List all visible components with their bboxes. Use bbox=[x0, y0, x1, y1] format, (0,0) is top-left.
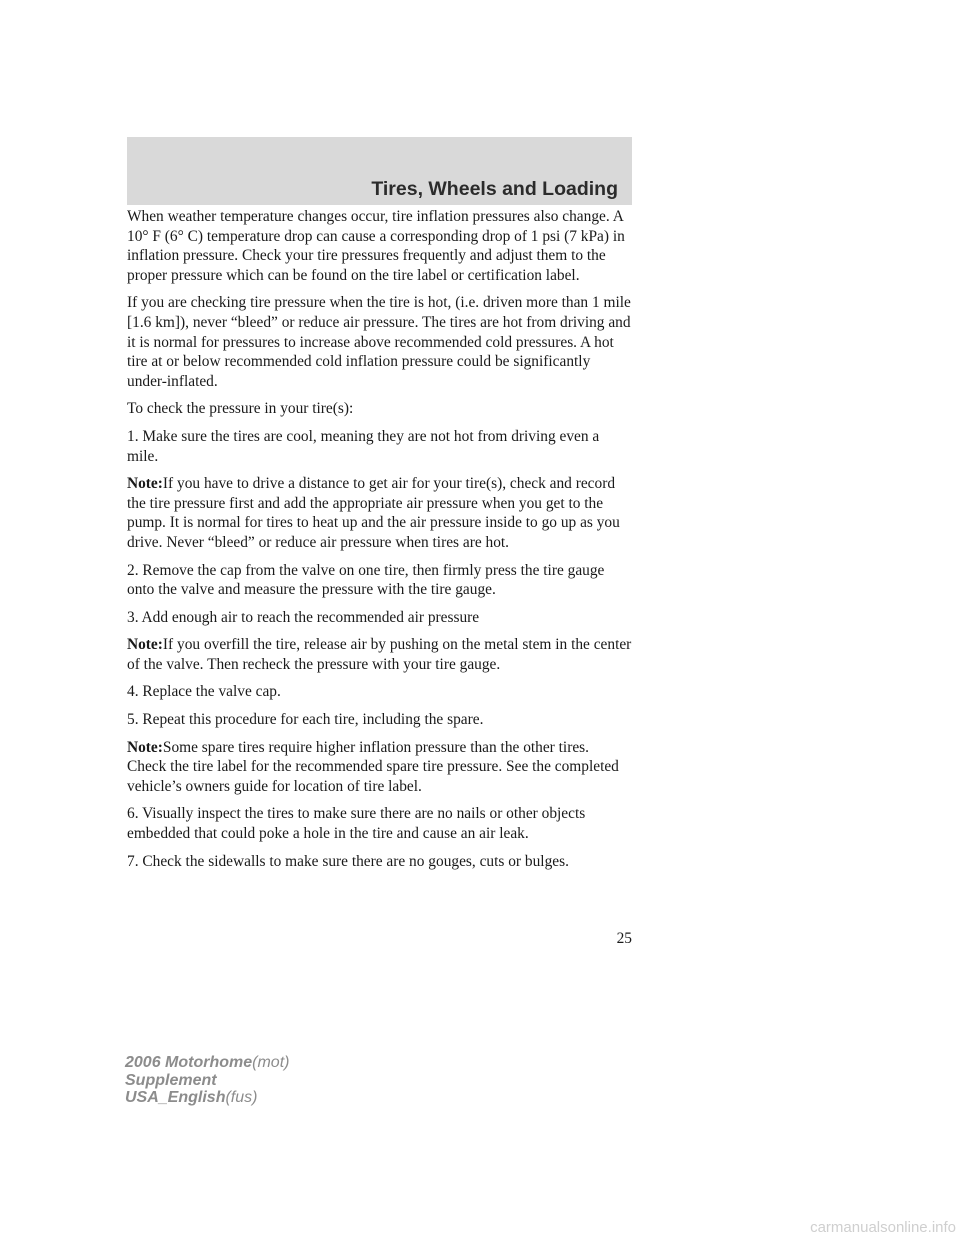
note-text: If you have to drive a distance to get air for your tire(s), check and record the tire pressure first and add the appropriate air pressure when you get to the pump. It is normal for tires to heat up and the air pressure inside to go up as you drive. Never “bleed” or reduce air pressure when tires are hot. bbox=[127, 475, 620, 551]
paragraph-check-intro: To check the pressure in your tire(s): bbox=[127, 400, 354, 418]
note-3 bbox=[127, 738, 632, 797]
note-1 bbox=[127, 474, 632, 552]
page-body bbox=[127, 207, 632, 879]
note-text: Some spare tires require higher inflation pressure than the other tires. Check the tire label for the recommended spare tire pressure. See the completed vehicle’s owners guide for location of tire label. bbox=[127, 738, 619, 795]
note-label: Note: bbox=[127, 636, 163, 654]
paragraph-temperature: When weather temperature changes occur, tire inflation pressures also change. A 10° F (6° C) temperature drop can cause a corresponding drop of 1 psi (7 kPa) in inflation pressure. Check your tire pressures frequently and adjust them to the proper pressure which can be found on the tire label or certification label. bbox=[127, 208, 625, 284]
note-label: Note: bbox=[127, 738, 163, 756]
footer-line-2 bbox=[125, 1072, 289, 1090]
note-2 bbox=[127, 635, 632, 674]
section-title: Tires, Wheels and Loading bbox=[371, 178, 618, 200]
step-4: 4. Replace the valve cap. bbox=[127, 683, 281, 701]
step-2: 2. Remove the cap from the valve on one tire, then firmly press the tire gauge onto the valve and measure the pressure with the tire gauge. bbox=[127, 561, 605, 599]
footer-model-code: (mot) bbox=[252, 1054, 290, 1071]
document-footer bbox=[125, 1054, 289, 1107]
footer-supplement: Supplement bbox=[125, 1071, 217, 1089]
step-1: 1. Make sure the tires are cool, meaning they are not hot from driving even a mile. bbox=[127, 427, 600, 465]
note-label: Note: bbox=[127, 475, 163, 493]
step-7: 7. Check the sidewalls to make sure there are no gouges, cuts or bulges. bbox=[127, 852, 569, 870]
footer-model: 2006 Motorhome bbox=[125, 1054, 253, 1071]
watermark-text: carmanualsonline.info bbox=[810, 1219, 956, 1236]
footer-language-code: (fus) bbox=[225, 1089, 258, 1106]
section-header-band bbox=[127, 137, 632, 205]
footer-line-1 bbox=[125, 1054, 289, 1072]
footer-language: USA_English bbox=[125, 1089, 226, 1106]
step-3: 3. Add enough air to reach the recommended air pressure bbox=[127, 608, 480, 626]
note-text: If you overfill the tire, release air by pushing on the metal stem in the center of the valve. Then recheck the pressure with your tire gauge. bbox=[127, 636, 632, 673]
step-6: 6. Visually inspect the tires to make sure there are no nails or other objects embedded that could poke a hole in the tire and cause an air leak. bbox=[127, 805, 586, 843]
footer-line-3 bbox=[125, 1089, 289, 1107]
step-5: 5. Repeat this procedure for each tire, including the spare. bbox=[127, 711, 484, 729]
paragraph-hot-tire: If you are checking tire pressure when the tire is hot, (i.e. driven more than 1 mile [1.6 km]), never “bleed” or reduce air pressure. The tires are hot from driving and it is normal for pressures to increase above recommended cold pressures. A hot tire at or below recommended cold inflation pressure could be significantly under-inflated. bbox=[127, 294, 631, 390]
page-number: 25 bbox=[616, 930, 632, 947]
